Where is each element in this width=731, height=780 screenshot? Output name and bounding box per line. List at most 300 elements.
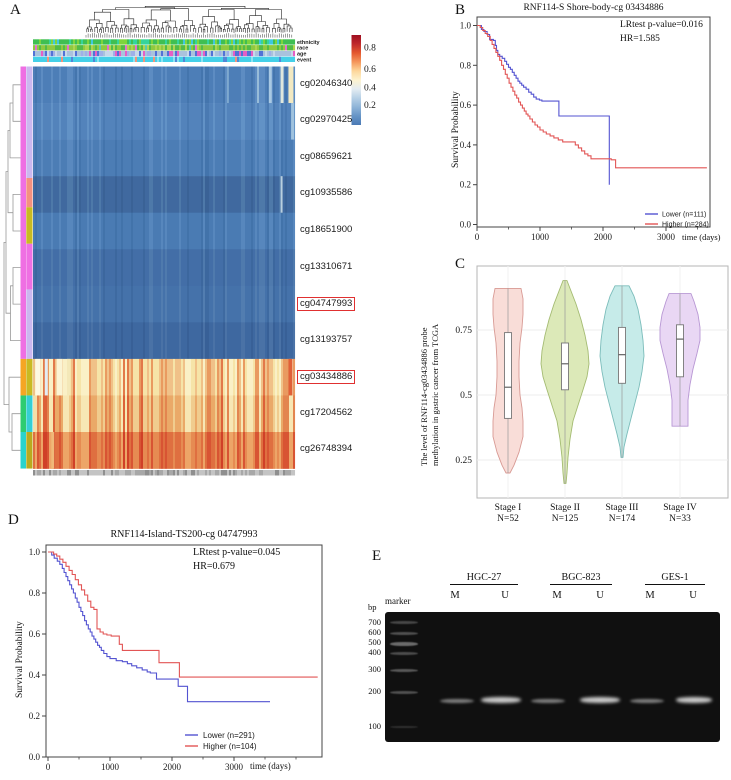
heatmap-cell: [281, 103, 283, 140]
heatmap-cell: [173, 359, 175, 396]
annotation-cell: [209, 39, 211, 44]
heatmap-row-cg13310671: [33, 249, 295, 286]
annotation-cell: [261, 51, 263, 56]
annotation-cell: [289, 39, 291, 44]
heatmap-cell: [129, 322, 131, 359]
heatmap-cell: [283, 359, 285, 396]
heatmap-cell: [33, 322, 35, 359]
heatmap-cell: [249, 286, 251, 323]
heatmap-cell: [277, 322, 279, 359]
heatmap-cell: [231, 359, 233, 396]
annotation-cell: [113, 51, 115, 56]
annotation-cell: [37, 57, 39, 62]
annotation-cell: [275, 45, 277, 50]
heatmap-cell: [121, 359, 123, 396]
row-cluster-bar-inner: [26, 432, 32, 469]
heatmap-cell: [169, 322, 171, 359]
annotation-cell: [249, 45, 251, 50]
dendrogram-branch: [218, 27, 221, 32]
annotation-cell: [139, 45, 141, 50]
sample-strip-cell: [265, 470, 267, 476]
annotation-cell: [281, 45, 283, 50]
sample-strip-cell: [261, 470, 263, 476]
heatmap-cell: [111, 140, 113, 177]
sample-strip-cell: [241, 470, 243, 476]
annotation-cell: [105, 51, 107, 56]
annotation-cell: [49, 51, 51, 56]
annotation-cell: [65, 57, 67, 62]
heatmap-cell: [257, 432, 259, 469]
heatmap-cell: [219, 67, 221, 104]
heatmap-cell: [133, 103, 135, 140]
heatmap-cell: [123, 67, 125, 104]
cell-line-label-ges1: GES-1: [645, 572, 705, 585]
heatmap-cell: [267, 213, 269, 250]
heatmap-cell: [177, 432, 179, 469]
annotation-cell: [239, 39, 241, 44]
heatmap-cell: [265, 103, 267, 140]
heatmap-cell: [261, 176, 263, 213]
annotation-cell: [111, 51, 113, 56]
heatmap-cell: [283, 286, 285, 323]
heatmap-cell: [33, 213, 35, 250]
heatmap-cell: [219, 395, 221, 432]
heatmap-cell: [147, 395, 149, 432]
heatmap-cell: [223, 432, 225, 469]
annotation-cell: [79, 57, 81, 62]
heatmap-cell: [207, 432, 209, 469]
heatmap-cell: [223, 322, 225, 359]
annotation-cell: [107, 51, 109, 56]
heatmap-row-label-cg04747993: cg04747993: [297, 297, 355, 311]
heatmap-cell: [105, 103, 107, 140]
dendrogram-branch: [8, 131, 13, 213]
annotation-label-race: race: [297, 45, 309, 52]
dendrogram-branch: [125, 26, 128, 32]
heatmap-cell: [285, 359, 287, 396]
heatmap-cell: [165, 322, 167, 359]
sample-strip-cell: [69, 470, 71, 476]
sample-strip-cell: [61, 470, 63, 476]
heatmap-cell: [201, 176, 203, 213]
heatmap-cell: [135, 322, 137, 359]
annotation-cell: [171, 39, 173, 44]
heatmap-cell: [189, 213, 191, 250]
sample-strip-cell: [227, 470, 229, 476]
heatmap-cell: [283, 322, 285, 359]
heatmap-cell: [191, 286, 193, 323]
heatmap-cell: [123, 359, 125, 396]
annotation-cell: [225, 57, 227, 62]
heatmap-cell: [215, 395, 217, 432]
heatmap-cell: [215, 286, 217, 323]
heatmap-cell: [57, 249, 59, 286]
annotation-cell: [127, 57, 129, 62]
dendrogram-branch: [210, 28, 213, 33]
dendrogram-fringe: [86, 33, 292, 38]
annotation-cell: [241, 51, 243, 56]
heatmap-cell: [65, 176, 67, 213]
y-tick-label: 0.25: [455, 456, 472, 466]
sample-strip-cell: [75, 470, 77, 476]
heatmap-cell: [291, 322, 293, 359]
heatmap-cell: [189, 67, 191, 104]
heatmap-cell: [157, 176, 159, 213]
annotation-cell: [249, 57, 251, 62]
annotation-cell: [101, 45, 103, 50]
heatmap-cell: [111, 432, 113, 469]
annotation-cell: [55, 51, 57, 56]
heatmap-row-label-cg17204562: cg17204562: [300, 406, 353, 418]
dendrogram-branch: [243, 28, 245, 32]
annotation-cell: [197, 39, 199, 44]
heatmap-cell: [73, 395, 75, 432]
sample-strip-cell: [55, 470, 57, 476]
heatmap-cell: [83, 213, 85, 250]
heatmap-cell: [53, 140, 55, 177]
annotation-cell: [201, 45, 203, 50]
heatmap-cell: [87, 395, 89, 432]
annotation-cell: [143, 39, 145, 44]
heatmap-cell: [81, 286, 83, 323]
heatmap-cell: [135, 286, 137, 323]
heatmap-cell: [47, 395, 49, 432]
heatmap-cell: [237, 249, 239, 286]
heatmap-cell: [39, 395, 41, 432]
heatmap-cell: [229, 176, 231, 213]
heatmap-cell: [135, 140, 137, 177]
annotation-cell: [187, 51, 189, 56]
heatmap-cell: [205, 359, 207, 396]
annotation-cell: [187, 57, 189, 62]
left-dendrogram: [4, 85, 21, 451]
heatmap-cell: [275, 359, 277, 396]
annotation-cell: [97, 51, 99, 56]
heatmap-cell: [269, 213, 271, 250]
heatmap-cell: [175, 432, 177, 469]
annotation-cell: [39, 51, 41, 56]
heatmap-cell: [231, 249, 233, 286]
heatmap-cell: [79, 432, 81, 469]
heatmap-cell: [69, 249, 71, 286]
heatmap-cell: [241, 249, 243, 286]
heatmap-cell: [127, 67, 129, 104]
heatmap-cell: [117, 249, 119, 286]
y-tick-label: 0.0: [28, 752, 40, 762]
sample-strip-cell: [73, 470, 75, 476]
annotation-cell: [97, 45, 99, 50]
heatmap-cell: [203, 176, 205, 213]
panel-c-violin-plot: [400, 256, 731, 546]
annotation-cell: [69, 45, 71, 50]
heatmap-cell: [217, 103, 219, 140]
annotation-cell: [161, 57, 163, 62]
annotation-cell: [215, 45, 217, 50]
heatmap-cell: [183, 322, 185, 359]
heatmap-cell: [35, 103, 37, 140]
heatmap-cell: [267, 103, 269, 140]
heatmap-cell: [279, 213, 281, 250]
heatmap-cell: [107, 432, 109, 469]
heatmap-cell: [71, 286, 73, 323]
heatmap-cell: [109, 140, 111, 177]
heatmap-cell: [209, 213, 211, 250]
heatmap-cell: [107, 140, 109, 177]
heatmap-cell: [203, 67, 205, 104]
heatmap-cell: [135, 432, 137, 469]
annotation-cell: [189, 45, 191, 50]
heatmap-cell: [101, 322, 103, 359]
sample-strip-cell: [85, 470, 87, 476]
heatmap-cell: [241, 395, 243, 432]
annotation-cell: [187, 45, 189, 50]
heatmap-cell: [49, 286, 51, 323]
heatmap-cell: [35, 432, 37, 469]
annotation-cell: [81, 39, 83, 44]
x-tick-label: 0: [474, 232, 480, 242]
heatmap-cell: [93, 103, 95, 140]
heatmap-cell: [229, 249, 231, 286]
annotation-cell: [153, 57, 155, 62]
annotation-cell: [87, 51, 89, 56]
heatmap-cell: [173, 103, 175, 140]
heatmap-cell: [241, 213, 243, 250]
annotation-cell: [35, 39, 37, 44]
heatmap-cell: [75, 140, 77, 177]
ladder-bp-label-100: 100: [368, 721, 381, 731]
heatmap-cell: [191, 249, 193, 286]
sample-strip-cell: [147, 470, 149, 476]
heatmap-cell: [47, 322, 49, 359]
heatmap-cell: [65, 67, 67, 104]
annotation-cell: [89, 45, 91, 50]
heatmap-cell: [189, 359, 191, 396]
heatmap-cell: [199, 103, 201, 140]
dendrogram-branch: [220, 28, 222, 32]
heatmap-cell: [289, 249, 291, 286]
heatmap-cell: [129, 176, 131, 213]
heatmap-cell: [161, 103, 163, 140]
heatmap-cell: [35, 322, 37, 359]
annotation-cell: [119, 51, 121, 56]
sample-strip-cell: [83, 470, 85, 476]
heatmap-cell: [151, 286, 153, 323]
annotation-cell: [291, 45, 293, 50]
heatmap-cell: [201, 67, 203, 104]
heatmap-cell: [81, 432, 83, 469]
heatmap-cell: [281, 213, 283, 250]
annotation-cell: [49, 45, 51, 50]
heatmap-cell: [73, 213, 75, 250]
annotation-cell: [197, 57, 199, 62]
heatmap-cell: [277, 176, 279, 213]
gel-band-unmethylated: [580, 697, 620, 703]
heatmap-cell: [123, 176, 125, 213]
heatmap-cell: [265, 395, 267, 432]
annotation-cell: [195, 39, 197, 44]
heatmap-cell: [265, 249, 267, 286]
annotation-cell: [37, 51, 39, 56]
annotation-cell: [41, 39, 43, 44]
heatmap-cell: [207, 67, 209, 104]
sample-strip-cell: [49, 470, 51, 476]
heatmap-cell: [201, 359, 203, 396]
heatmap-cell: [101, 67, 103, 104]
annotation-cell: [293, 45, 295, 50]
heatmap-cell: [223, 67, 225, 104]
heatmap-cell: [193, 359, 195, 396]
heatmap-cell: [153, 395, 155, 432]
heatmap-cell: [225, 176, 227, 213]
heatmap-cell: [139, 176, 141, 213]
heatmap-cell: [111, 359, 113, 396]
heatmap-cell: [291, 140, 293, 177]
heatmap-cell: [149, 103, 151, 140]
dendrogram-branch: [11, 286, 21, 341]
heatmap-cell: [155, 103, 157, 140]
sample-strip-cell: [213, 470, 215, 476]
y-tick-label: 0.5: [460, 391, 472, 401]
ladder-band-500: [390, 642, 418, 646]
sample-strip-cell: [243, 470, 245, 476]
heatmap-cell: [129, 359, 131, 396]
heatmap-cell: [113, 395, 115, 432]
heatmap-cell: [111, 67, 113, 104]
annotation-cell: [193, 45, 195, 50]
heatmap-cell: [127, 432, 129, 469]
heatmap-cell: [33, 286, 35, 323]
annotation-cell: [61, 57, 63, 62]
heatmap-cell: [209, 103, 211, 140]
heatmap-cell: [155, 67, 157, 104]
heatmap-row-cg13193757: [33, 322, 295, 359]
annotation-cell: [181, 39, 183, 44]
y-tick-label: 1.0: [28, 547, 40, 557]
heatmap-cell: [283, 249, 285, 286]
annotation-cell: [217, 45, 219, 50]
category-label-2: Stage II: [550, 503, 580, 513]
heatmap-cell: [177, 286, 179, 323]
heatmap-cell: [179, 359, 181, 396]
heatmap-cell: [39, 67, 41, 104]
heatmap-cell: [121, 249, 123, 286]
annotation-cell: [243, 45, 245, 50]
heatmap-cell: [197, 359, 199, 396]
heatmap-cell: [157, 213, 159, 250]
heatmap-cell: [197, 395, 199, 432]
annotation-cell: [59, 45, 61, 50]
heatmap-cell: [73, 359, 75, 396]
heatmap-cell: [239, 249, 241, 286]
heatmap-cell: [237, 432, 239, 469]
annotation-cell: [221, 57, 223, 62]
heatmap-cell: [105, 322, 107, 359]
annotation-cell: [103, 39, 105, 44]
heatmap-cell: [63, 213, 65, 250]
heatmap-cell: [253, 322, 255, 359]
heatmap-cell: [61, 286, 63, 323]
annotation-cell: [201, 51, 203, 56]
sample-strip-cell: [195, 470, 197, 476]
heatmap-cell: [117, 359, 119, 396]
heatmap-cell: [177, 67, 179, 104]
heatmap-cell: [187, 249, 189, 286]
annotation-cell: [271, 39, 273, 44]
heatmap-cell: [83, 322, 85, 359]
annotation-cell: [51, 39, 53, 44]
annotation-cell: [137, 45, 139, 50]
heatmap-cell: [169, 395, 171, 432]
heatmap-cell: [221, 322, 223, 359]
heatmap-cell: [193, 322, 195, 359]
heatmap-cell: [259, 67, 261, 104]
x-tick-label: 2000: [163, 762, 181, 772]
annotation-cell: [269, 57, 271, 62]
heatmap-cell: [249, 103, 251, 140]
stat-hazard-ratio: HR=1.585: [620, 34, 660, 44]
annotation-cell: [249, 51, 251, 56]
heatmap-cell: [101, 213, 103, 250]
heatmap-cell: [133, 67, 135, 104]
sample-strip-cell: [263, 470, 265, 476]
heatmap-cell: [171, 176, 173, 213]
heatmap-cell: [181, 359, 183, 396]
heatmap-cell: [93, 213, 95, 250]
heatmap-cell: [205, 67, 207, 104]
annotation-cell: [205, 45, 207, 50]
heatmap-cell: [265, 432, 267, 469]
heatmap-cell: [139, 322, 141, 359]
sample-strip-cell: [255, 470, 257, 476]
heatmap-cell: [83, 286, 85, 323]
annotation-cell: [155, 45, 157, 50]
heatmap-cell: [241, 176, 243, 213]
heatmap-cell: [189, 322, 191, 359]
y-tick-label: 0.6: [28, 629, 40, 639]
sample-strip-cell: [201, 470, 203, 476]
heatmap-cell: [293, 359, 295, 396]
dendrogram-branch: [209, 10, 234, 20]
annotation-cell: [285, 51, 287, 56]
heatmap-cell: [243, 432, 245, 469]
annotation-cell: [111, 39, 113, 44]
heatmap-cell: [131, 103, 133, 140]
heatmap-cell: [151, 359, 153, 396]
annotation-cell: [133, 45, 135, 50]
annotation-cell: [123, 39, 125, 44]
heatmap-cell: [227, 176, 229, 213]
heatmap-cell: [267, 395, 269, 432]
heatmap-row-label-cg02970425: cg02970425: [300, 114, 353, 126]
heatmap-cell: [105, 249, 107, 286]
annotation-cell: [145, 39, 147, 44]
heatmap-cell: [129, 103, 131, 140]
heatmap-cell: [227, 213, 229, 250]
heatmap-cell: [187, 67, 189, 104]
heatmap-cell: [65, 286, 67, 323]
heatmap-cell: [97, 103, 99, 140]
heatmap-cell: [265, 176, 267, 213]
heatmap-cell: [131, 176, 133, 213]
sample-strip-cell: [131, 470, 133, 476]
heatmap-cell: [211, 176, 213, 213]
heatmap-cell: [189, 140, 191, 177]
heatmap-cell: [139, 103, 141, 140]
annotation-cell: [105, 57, 107, 62]
legend-label: Higher (n=284): [662, 221, 709, 229]
dendrogram-branch: [124, 28, 126, 33]
heatmap-cell: [137, 67, 139, 104]
